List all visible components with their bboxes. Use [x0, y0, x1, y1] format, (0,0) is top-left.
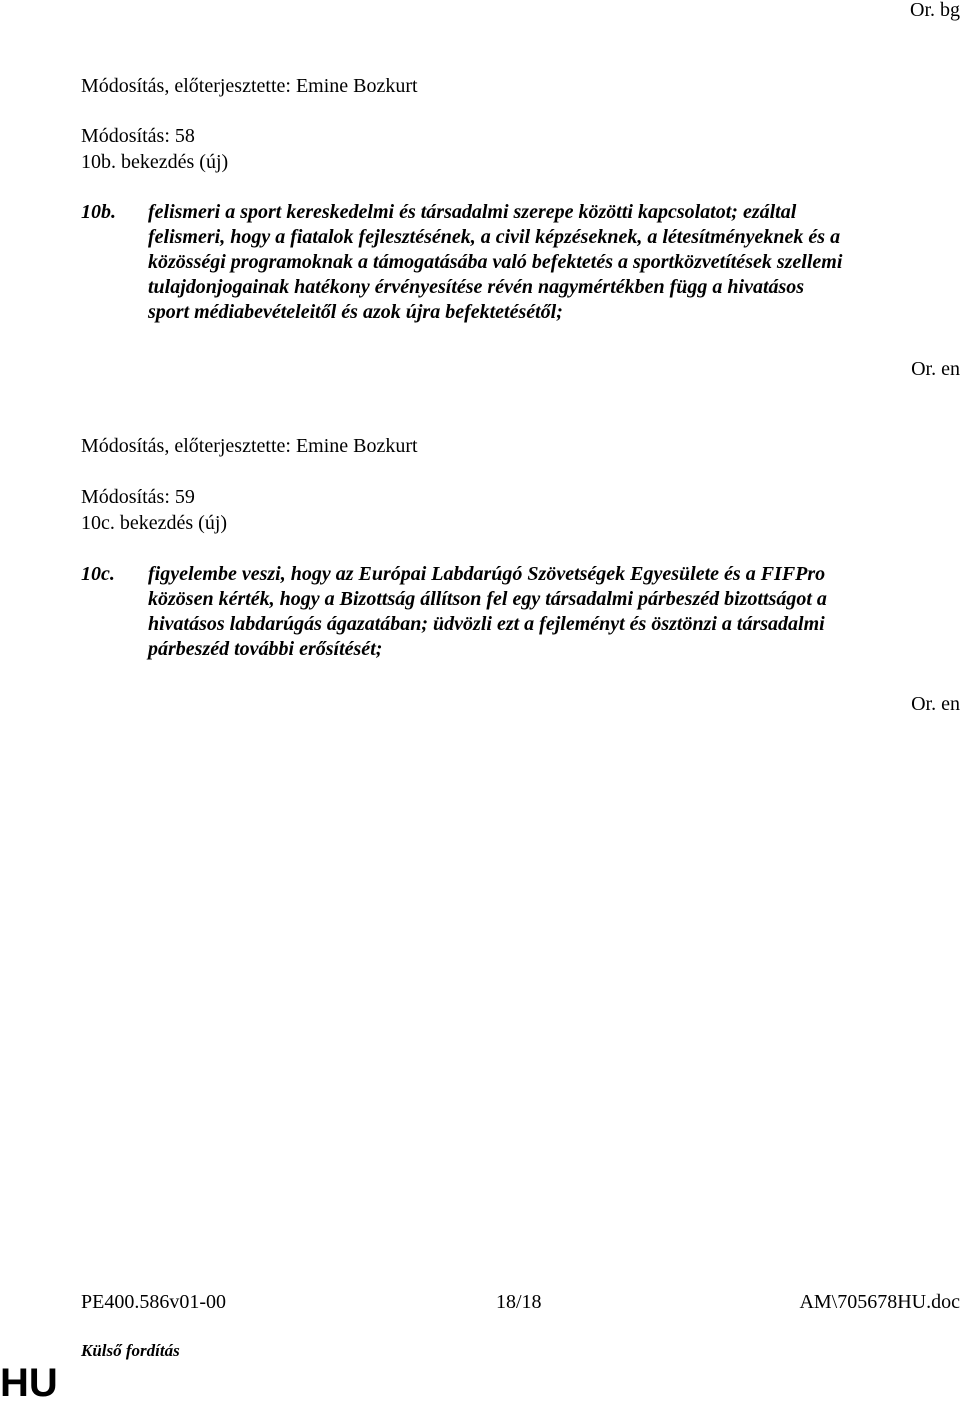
paragraph-label: 10b. bekezdés (új)	[81, 151, 229, 173]
translation-note: Külső fordítás	[81, 1341, 180, 1360]
text-line: felismeri a sport kereskedelmi és társadalmi szerepe közötti kapcsolatot; ezáltal	[148, 201, 797, 223]
text-line: párbeszéd további erősítését;	[148, 638, 383, 660]
amendment-label: Módosítás: 58	[81, 125, 195, 147]
text-line: tulajdonjogainak hatékony érvényesítése révén nagymértékben függ a hivatásos	[148, 276, 805, 298]
text-line: közösségi programoknak a támogatásába való befektetés a sportközvetítések szellemi	[148, 251, 843, 273]
footer-page-number: 18/18	[496, 1291, 542, 1313]
footer-file-name: AM\705678HU.doc	[799, 1291, 960, 1313]
text-line: hivatásos labdarúgás ágazatában; üdvözli ezt a fejleményt és ösztönzi a társadalmi	[148, 613, 825, 635]
amendment-text	[148, 200, 960, 325]
text-line: felismeri, hogy a fiatalok fejlesztésének, a civil képzéseknek, a létesítményeknek és a	[148, 226, 841, 248]
original-language: Or. en	[911, 358, 960, 380]
paragraph-number: 10c.	[81, 563, 115, 585]
text-line: sport médiabevételeitől és azok újra befektetésétől;	[148, 301, 563, 323]
submitted-by: Módosítás, előterjesztette: Emine Bozkurt	[81, 435, 418, 457]
text-line: figyelembe veszi, hogy az Európai Labdarúgó Szövetségek Egyesülete és a FIFPro	[148, 563, 826, 585]
language-code: HU	[0, 1361, 58, 1405]
paragraph-label: 10c. bekezdés (új)	[81, 512, 228, 534]
footer-doc-ref: PE400.586v01-00	[81, 1291, 226, 1313]
amendment-label: Módosítás: 59	[81, 486, 195, 508]
original-language: Or. en	[911, 693, 960, 715]
submitted-by: Módosítás, előterjesztette: Emine Bozkurt	[81, 75, 418, 97]
text-line: közösen kérték, hogy a Bizottság állítson fel egy társadalmi párbeszéd bizottságot a	[148, 588, 827, 610]
amendment-text	[148, 562, 960, 662]
paragraph-number: 10b.	[81, 201, 116, 223]
original-language-top: Or. bg	[910, 0, 960, 21]
